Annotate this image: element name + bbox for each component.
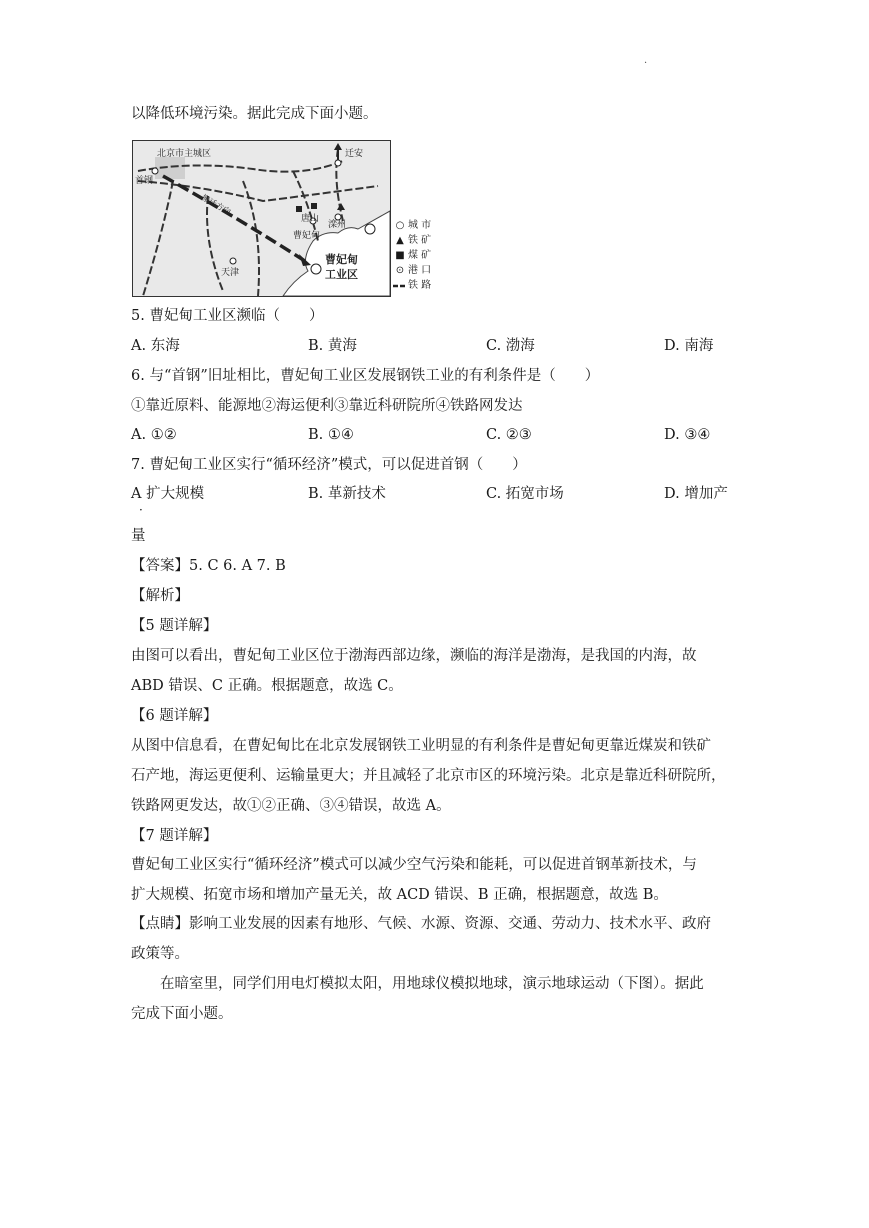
q6-option-a: A. ①②: [131, 427, 177, 443]
q7-option-a: A 扩大规模: [131, 486, 205, 502]
q6-stem: 6. 与“首钢”旧址相比，曹妃甸工业区发展钢铁工业的有利条件是（ ）: [131, 368, 600, 384]
d5-line-2: ABD 错误、C 正确。根据题意，故选 C。: [131, 678, 403, 694]
beijing-urban-area: [155, 157, 185, 179]
legend-label: 铁 矿: [408, 235, 432, 246]
iron-mine: [337, 203, 345, 210]
q7-option-d: D. 增加产: [664, 486, 728, 502]
port-icon: ⊙: [395, 265, 405, 276]
legend-row: [392, 233, 431, 248]
circle-icon: ○: [395, 220, 405, 231]
q5-option-a: A. 东海: [131, 338, 180, 354]
next-intro-line-2: 完成下面小题。: [131, 1006, 233, 1022]
square-icon: ■: [395, 250, 405, 261]
label-caofeidian: 曹妃甸: [293, 231, 321, 241]
q5-stem: 5. 曹妃甸工业区濒临（ ）: [131, 308, 324, 324]
railway-line-2: [138, 181, 378, 201]
tip-line-1: 【点睛】影响工业发展的因素有地形、气候、水源、资源、交通、劳动力、技术水平、政府: [131, 916, 711, 932]
label-luanzhou: 滦州: [328, 220, 347, 230]
map-figure: [132, 140, 391, 297]
q7-option-c: C. 拓宽市场: [486, 486, 564, 502]
q5-option-d: D. 南海: [664, 338, 714, 354]
d5-title: 【5 题详解】: [131, 618, 218, 634]
shougang-city: [152, 168, 158, 174]
railway-icon: [392, 283, 408, 289]
coal-mine-2: [311, 203, 317, 209]
q7-option-b: B. 革新技术: [308, 486, 386, 502]
railway-line-3: [143, 181, 173, 296]
relocation-arrow: [163, 176, 308, 263]
tip-line-2: 政策等。: [131, 946, 189, 962]
q7-option-d-overflow: 量: [131, 528, 146, 544]
q5-option-b: B. 黄海: [308, 338, 357, 354]
q7-option-a-dot: ·: [139, 503, 143, 517]
q6-statements: ①靠近原料、能源地②海运便利③靠近科研院所④铁路网发达: [131, 398, 523, 414]
d5-line-1: 由图可以看出，曹妃甸工业区位于渤海西部边缘，濒临的海洋是渤海，是我国的内海，故: [131, 648, 697, 664]
intro-text: 以降低环境污染。据此完成下面小题。: [131, 106, 378, 122]
legend-row: [392, 218, 431, 233]
label-zone-1: 曹妃甸: [325, 253, 358, 266]
qianan-city: [335, 160, 341, 166]
label-qianan: 迁安: [345, 149, 364, 159]
legend-row: [392, 263, 431, 278]
legend-label: 铁 路: [408, 280, 432, 291]
map-svg: [133, 141, 390, 296]
legend-label: 城 市: [408, 220, 432, 231]
d6-line-2: 石产地，海运更便利、运输量更大；并且减轻了北京市区的环境污染。北京是靠近科研院所，: [131, 768, 726, 784]
label-zone-2: 工业区: [325, 268, 358, 281]
label-beijing: 北京市主城区: [157, 149, 212, 159]
answer-line: 【答案】5. C 6. A 7. B: [131, 558, 286, 574]
port-caofeidian: [311, 264, 321, 274]
d7-title: 【7 题详解】: [131, 828, 218, 844]
tianjin-city: [230, 258, 236, 264]
legend-row: [392, 278, 431, 293]
coal-mine-1: [296, 206, 302, 212]
q6-option-d: D. ③④: [664, 427, 711, 443]
label-relocation: 搬迁方向: [200, 192, 233, 217]
q5-option-c: C. 渤海: [486, 338, 535, 354]
map-legend: [392, 218, 431, 293]
q6-option-b: B. ①④: [308, 427, 354, 443]
q6-option-c: C. ②③: [486, 427, 532, 443]
d6-title: 【6 题详解】: [131, 708, 218, 724]
triangle-icon: ▲: [396, 235, 404, 246]
port-2: [365, 224, 375, 234]
legend-label: 港 口: [408, 265, 432, 276]
analysis-title: 【解析】: [131, 588, 189, 604]
legend-label: 煤 矿: [408, 250, 432, 261]
next-intro-line-1: 在暗室里，同学们用电灯模拟太阳，用地球仪模拟地球，演示地球运动（下图）。据此: [131, 976, 704, 992]
d6-line-1: 从图中信息看，在曹妃甸比在北京发展钢铁工业明显的有利条件是曹妃甸更靠近煤炭和铁矿: [131, 738, 711, 754]
q7-stem: 7. 曹妃甸工业区实行“循环经济”模式，可以促进首钢（ ）: [131, 457, 527, 473]
d6-line-3: 铁路网更发达，故①②正确、③④错误，故选 A。: [131, 798, 451, 814]
legend-row: [392, 248, 431, 263]
page-mark: ·: [644, 58, 648, 69]
d7-line-1: 曹妃甸工业区实行“循环经济”模式可以减少空气污染和能耗，可以促进首钢革新技术，与: [131, 857, 697, 873]
label-tianjin: 天津: [221, 268, 240, 278]
d7-line-2: 扩大规模、拓宽市场和增加产量无关，故 ACD 错误、B 正确，根据题意，故选 B。: [131, 887, 668, 903]
label-shougang: 首钢: [135, 176, 154, 186]
label-tangshan: 唐山: [301, 214, 320, 224]
